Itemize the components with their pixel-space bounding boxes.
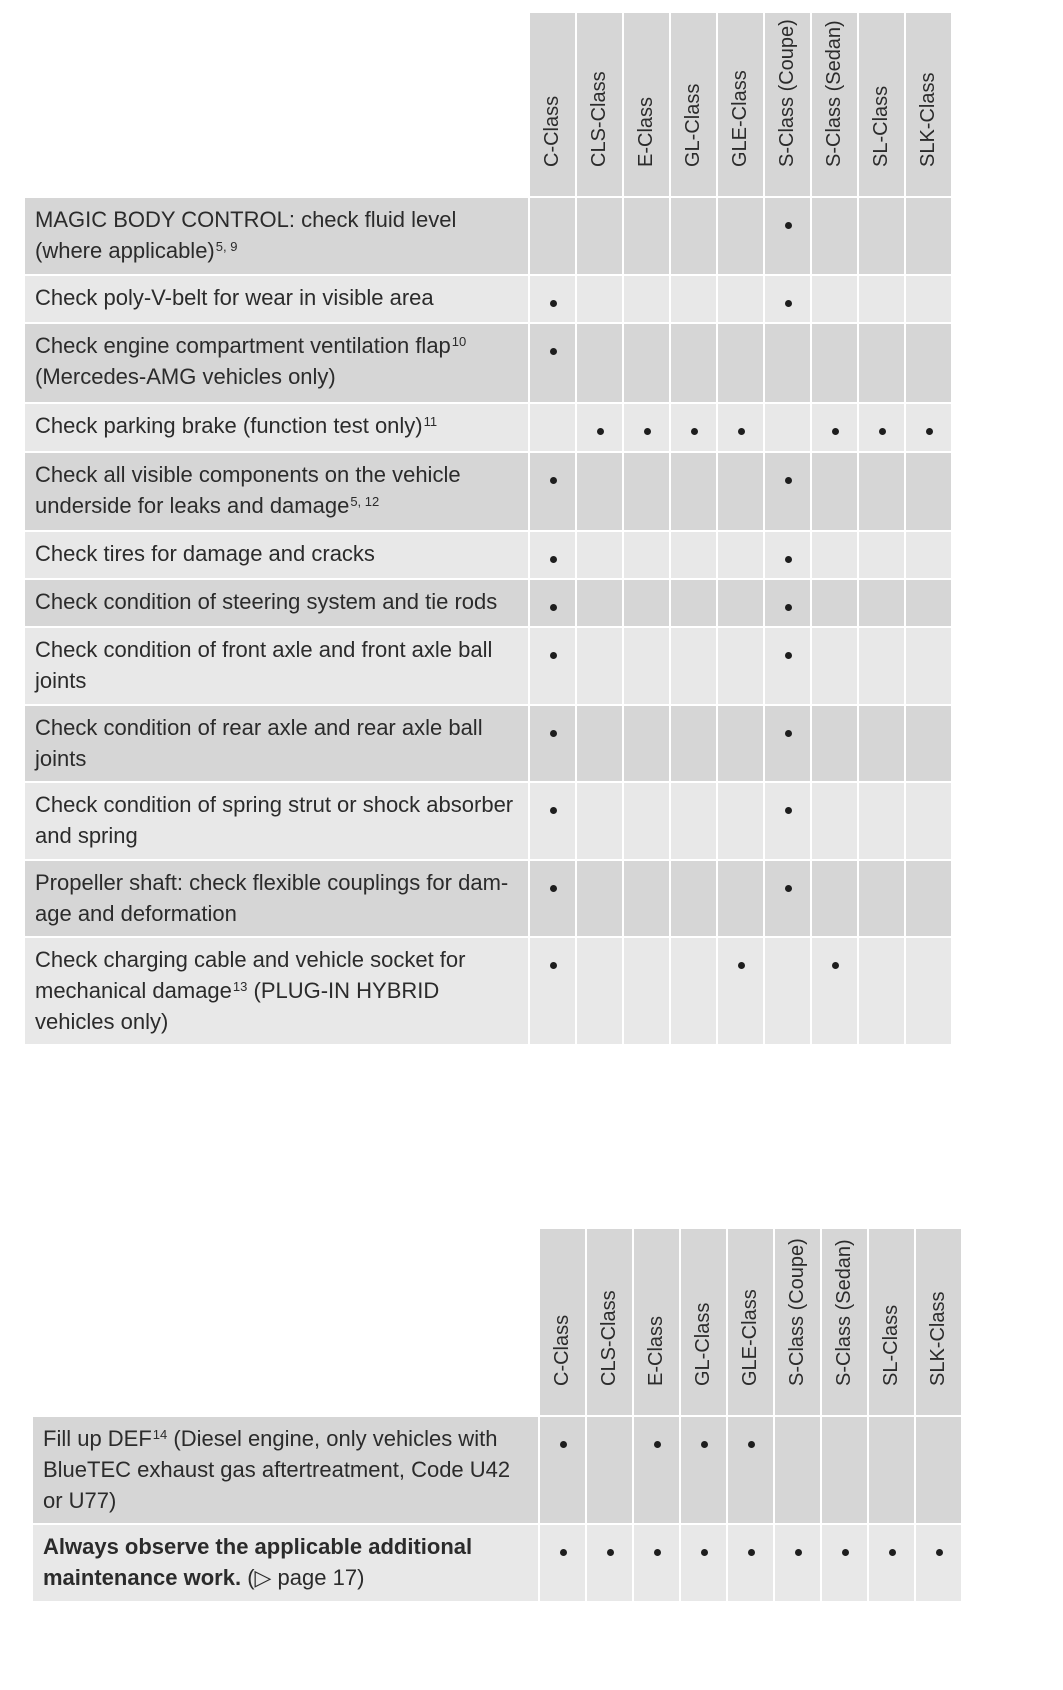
applicability-cell: [765, 783, 810, 859]
applicability-cell: [540, 1417, 585, 1523]
applicability-cell: [530, 276, 575, 322]
applies-bullet: [701, 1441, 708, 1448]
row-label-suffix: (▷ page 17): [241, 1565, 365, 1590]
applicability-cell: [624, 783, 669, 859]
applicability-cell: [530, 580, 575, 626]
applies-bullet: [738, 962, 745, 969]
applicability-cell: [906, 324, 951, 402]
applicability-cell: [812, 532, 857, 578]
applicability-cell: [718, 706, 763, 781]
applies-bullet: [785, 300, 792, 307]
column-header: [775, 1229, 820, 1415]
applicability-cell: [812, 580, 857, 626]
applicability-cell: [530, 938, 575, 1044]
column-header-label: SL-Class: [870, 85, 892, 167]
applicability-cell: [859, 324, 904, 402]
applicability-cell: [812, 783, 857, 859]
applies-bullet: [560, 1549, 567, 1556]
applicability-cell: [718, 580, 763, 626]
applies-bullet: [607, 1549, 614, 1556]
applicability-cell: [906, 404, 951, 451]
row-label-bold: Always observe the applicable additional maintenance work.: [43, 1534, 473, 1590]
applicability-cell: [718, 532, 763, 578]
applies-bullet: [550, 556, 557, 563]
row-label-text: Check engine compartment ventilation flap: [35, 333, 451, 358]
applicability-cell: [812, 861, 857, 936]
row-label: [25, 861, 528, 936]
column-header-label: S-Class (Coupe): [776, 19, 798, 167]
applicability-cell: [812, 198, 857, 274]
applicability-cell: [530, 324, 575, 402]
column-header-label: SL-Class: [880, 1304, 902, 1386]
footnote-ref: 13: [232, 979, 248, 994]
applicability-cell: [859, 628, 904, 704]
applies-bullet: [879, 428, 886, 435]
footnote-ref: 14: [152, 1427, 168, 1442]
footnote-ref: 5, 12: [350, 494, 380, 509]
applicability-cell: [624, 198, 669, 274]
column-header: [869, 1229, 914, 1415]
footnote-ref: 5, 9: [215, 239, 238, 254]
row-label-text: MAGIC BODY CONTROL: check fluid level (where applicable): [35, 207, 457, 263]
column-header-label: SLK-Class: [917, 72, 939, 167]
applicability-cell: [859, 783, 904, 859]
applicability-cell: [765, 453, 810, 530]
applicability-cell: [812, 453, 857, 530]
column-header-label: S-Class (Sedan): [833, 1239, 855, 1386]
applies-bullet: [785, 652, 792, 659]
applicability-cell: [765, 706, 810, 781]
applicability-cell: [718, 861, 763, 936]
column-header-label: GLE-Class: [739, 1289, 761, 1386]
row-label: [33, 1417, 538, 1523]
applies-bullet: [597, 428, 604, 435]
applicability-cell: [916, 1417, 961, 1523]
applicability-cell: [671, 938, 716, 1044]
applicability-cell: [812, 324, 857, 402]
applicability-cell: [859, 404, 904, 451]
column-header: [577, 13, 622, 196]
applicability-cell: [577, 783, 622, 859]
row-label: [25, 580, 528, 626]
applicability-cell: [765, 532, 810, 578]
column-header-label: E-Class: [645, 1315, 667, 1386]
row-label: [25, 198, 528, 274]
row-label-text: Check condition of front axle and front axle ball joints: [35, 637, 493, 693]
applies-bullet: [832, 962, 839, 969]
applicability-cell: [869, 1417, 914, 1523]
applicability-cell: [812, 404, 857, 451]
applies-bullet: [654, 1441, 661, 1448]
row-label-text: Propeller shaft: check flexible couplings for dam-age and deformation: [35, 870, 509, 926]
applies-bullet: [550, 652, 557, 659]
column-header-label: C-Class: [551, 1314, 573, 1386]
row-label: [25, 276, 528, 322]
applicability-cell: [765, 938, 810, 1044]
row-label: [33, 1525, 538, 1601]
applicability-cell: [530, 706, 575, 781]
applicability-cell: [671, 861, 716, 936]
applies-bullet: [832, 428, 839, 435]
applicability-cell: [624, 276, 669, 322]
column-header-label: GL-Class: [682, 83, 704, 167]
applicability-cell: [577, 532, 622, 578]
applicability-cell: [906, 783, 951, 859]
applicability-cell: [577, 453, 622, 530]
applicability-cell: [671, 783, 716, 859]
applicability-cell: [718, 404, 763, 451]
applicability-cell: [859, 580, 904, 626]
applicability-cell: [906, 198, 951, 274]
applicability-cell: [530, 861, 575, 936]
applies-bullet: [644, 428, 651, 435]
applicability-cell: [671, 404, 716, 451]
applies-bullet: [691, 428, 698, 435]
applicability-cell: [728, 1417, 773, 1523]
applicability-cell: [624, 706, 669, 781]
applicability-cell: [681, 1417, 726, 1523]
column-header: [634, 1229, 679, 1415]
applicability-cell: [671, 324, 716, 402]
column-header: [718, 13, 763, 196]
applies-bullet: [550, 477, 557, 484]
applicability-cell: [859, 198, 904, 274]
applicability-cell: [624, 628, 669, 704]
applicability-cell: [906, 453, 951, 530]
applicability-cell: [718, 783, 763, 859]
column-header: [587, 1229, 632, 1415]
column-header: [812, 13, 857, 196]
applicability-cell: [775, 1417, 820, 1523]
row-label-text: Check all visible components on the vehicle underside for leaks and damage: [35, 462, 461, 518]
applies-bullet: [785, 604, 792, 611]
applies-bullet: [785, 885, 792, 892]
column-header-label: CLS-Class: [588, 71, 610, 167]
applicability-cell: [718, 938, 763, 1044]
column-header-label: S-Class (Sedan): [823, 20, 845, 167]
row-label-text: Check charging cable and vehicle socket for mechanical damage: [35, 947, 466, 1003]
applicability-cell: [812, 938, 857, 1044]
applicability-cell: [775, 1525, 820, 1601]
applicability-cell: [765, 580, 810, 626]
applicability-cell: [587, 1525, 632, 1601]
applicability-cell: [718, 324, 763, 402]
column-header: [671, 13, 716, 196]
column-header: [822, 1229, 867, 1415]
column-header: [624, 13, 669, 196]
applicability-cell: [812, 628, 857, 704]
applicability-cell: [624, 532, 669, 578]
column-header: [728, 1229, 773, 1415]
applicability-cell: [859, 453, 904, 530]
applicability-cell: [906, 706, 951, 781]
row-label: [25, 532, 528, 578]
column-header: [765, 13, 810, 196]
applicability-cell: [577, 198, 622, 274]
applicability-cell: [577, 938, 622, 1044]
applicability-cell: [634, 1525, 679, 1601]
applies-bullet: [654, 1549, 661, 1556]
applicability-cell: [624, 938, 669, 1044]
applicability-cell: [859, 861, 904, 936]
applicability-cell: [812, 276, 857, 322]
applicability-cell: [587, 1417, 632, 1523]
row-label-text: Check poly-V-belt for wear in visible area: [35, 285, 434, 310]
applicability-cell: [765, 276, 810, 322]
applicability-cell: [718, 453, 763, 530]
applicability-cell: [634, 1417, 679, 1523]
applies-bullet: [785, 556, 792, 563]
column-header: [681, 1229, 726, 1415]
applicability-cell: [859, 276, 904, 322]
applicability-cell: [530, 628, 575, 704]
applicability-cell: [765, 861, 810, 936]
applicability-cell: [530, 532, 575, 578]
applicability-cell: [812, 706, 857, 781]
row-label-suffix: (PLUG-IN HYBRID vehicles only): [35, 978, 440, 1034]
row-label-text: Check condition of spring strut or shock absorber and spring: [35, 792, 514, 848]
applies-bullet: [550, 604, 557, 611]
applies-bullet: [795, 1549, 802, 1556]
applicability-cell: [859, 938, 904, 1044]
column-header-label: S-Class (Coupe): [786, 1238, 808, 1386]
row-label: [25, 453, 528, 530]
applicability-cell: [681, 1525, 726, 1601]
column-header: [540, 1229, 585, 1415]
row-label: [25, 706, 528, 781]
applicability-cell: [530, 453, 575, 530]
applicability-cell: [906, 532, 951, 578]
applies-bullet: [550, 962, 557, 969]
applicability-cell: [765, 324, 810, 402]
applicability-cell: [577, 276, 622, 322]
applicability-cell: [718, 276, 763, 322]
column-header-label: GL-Class: [692, 1302, 714, 1386]
column-header: [916, 1229, 961, 1415]
applies-bullet: [701, 1549, 708, 1556]
applies-bullet: [785, 807, 792, 814]
applicability-cell: [718, 198, 763, 274]
row-label: [25, 628, 528, 704]
applicability-cell: [530, 198, 575, 274]
applies-bullet: [785, 222, 792, 229]
footnote-ref: 10: [451, 334, 467, 349]
applicability-cell: [530, 783, 575, 859]
row-label: [25, 783, 528, 859]
applies-bullet: [785, 477, 792, 484]
applies-bullet: [550, 730, 557, 737]
row-label: [25, 324, 528, 402]
applicability-cell: [577, 628, 622, 704]
applies-bullet: [738, 428, 745, 435]
applicability-cell: [671, 276, 716, 322]
applicability-cell: [624, 580, 669, 626]
column-header-label: E-Class: [635, 96, 657, 167]
applies-bullet: [550, 885, 557, 892]
applicability-cell: [671, 532, 716, 578]
applies-bullet: [785, 730, 792, 737]
applicability-cell: [822, 1417, 867, 1523]
applicability-cell: [765, 404, 810, 451]
applicability-cell: [859, 706, 904, 781]
row-label-suffix: (Diesel engine, only vehicles with BlueTEC exhaust gas aftertreatment, Code U42 or U77): [43, 1426, 511, 1513]
applicability-cell: [916, 1525, 961, 1601]
applies-bullet: [748, 1441, 755, 1448]
row-label-text: Check condition of rear axle and rear axle ball joints: [35, 715, 483, 771]
column-header: [530, 13, 575, 196]
applicability-cell: [577, 404, 622, 451]
applicability-cell: [906, 580, 951, 626]
applicability-cell: [577, 324, 622, 402]
applicability-cell: [530, 404, 575, 451]
applies-bullet: [550, 807, 557, 814]
applicability-cell: [671, 706, 716, 781]
column-header: [906, 13, 951, 196]
applicability-cell: [906, 938, 951, 1044]
applicability-cell: [540, 1525, 585, 1601]
applicability-cell: [718, 628, 763, 704]
row-label-text: Fill up DEF: [43, 1426, 152, 1451]
applicability-cell: [577, 580, 622, 626]
applicability-cell: [577, 706, 622, 781]
applicability-cell: [577, 861, 622, 936]
applies-bullet: [550, 300, 557, 307]
applicability-cell: [624, 861, 669, 936]
row-label-text: Check tires for damage and cracks: [35, 541, 375, 566]
applicability-cell: [906, 628, 951, 704]
applicability-cell: [859, 532, 904, 578]
applicability-cell: [906, 861, 951, 936]
applicability-cell: [765, 628, 810, 704]
column-header-label: GLE-Class: [729, 70, 751, 167]
applies-bullet: [842, 1549, 849, 1556]
row-label-text: Check condition of steering system and tie rods: [35, 589, 498, 614]
column-header-label: CLS-Class: [598, 1290, 620, 1386]
applicability-cell: [671, 453, 716, 530]
applicability-cell: [624, 324, 669, 402]
column-header-label: SLK-Class: [927, 1291, 949, 1386]
applicability-cell: [671, 580, 716, 626]
row-label-text: Check parking brake (function test only): [35, 413, 423, 438]
applies-bullet: [926, 428, 933, 435]
applicability-cell: [765, 198, 810, 274]
row-label: [25, 404, 528, 451]
applies-bullet: [936, 1549, 943, 1556]
applicability-cell: [728, 1525, 773, 1601]
column-header-label: C-Class: [541, 95, 563, 167]
row-label-suffix: (Mercedes-AMG vehicles only): [35, 364, 336, 389]
applies-bullet: [748, 1549, 755, 1556]
column-header: [859, 13, 904, 196]
applicability-cell: [671, 198, 716, 274]
applicability-cell: [624, 404, 669, 451]
footnote-ref: 11: [423, 414, 438, 429]
applies-bullet: [550, 348, 557, 355]
applicability-cell: [906, 276, 951, 322]
applicability-cell: [869, 1525, 914, 1601]
row-label: [25, 938, 528, 1044]
applies-bullet: [889, 1549, 896, 1556]
applicability-cell: [822, 1525, 867, 1601]
applicability-cell: [671, 628, 716, 704]
applicability-cell: [624, 453, 669, 530]
applies-bullet: [560, 1441, 567, 1448]
